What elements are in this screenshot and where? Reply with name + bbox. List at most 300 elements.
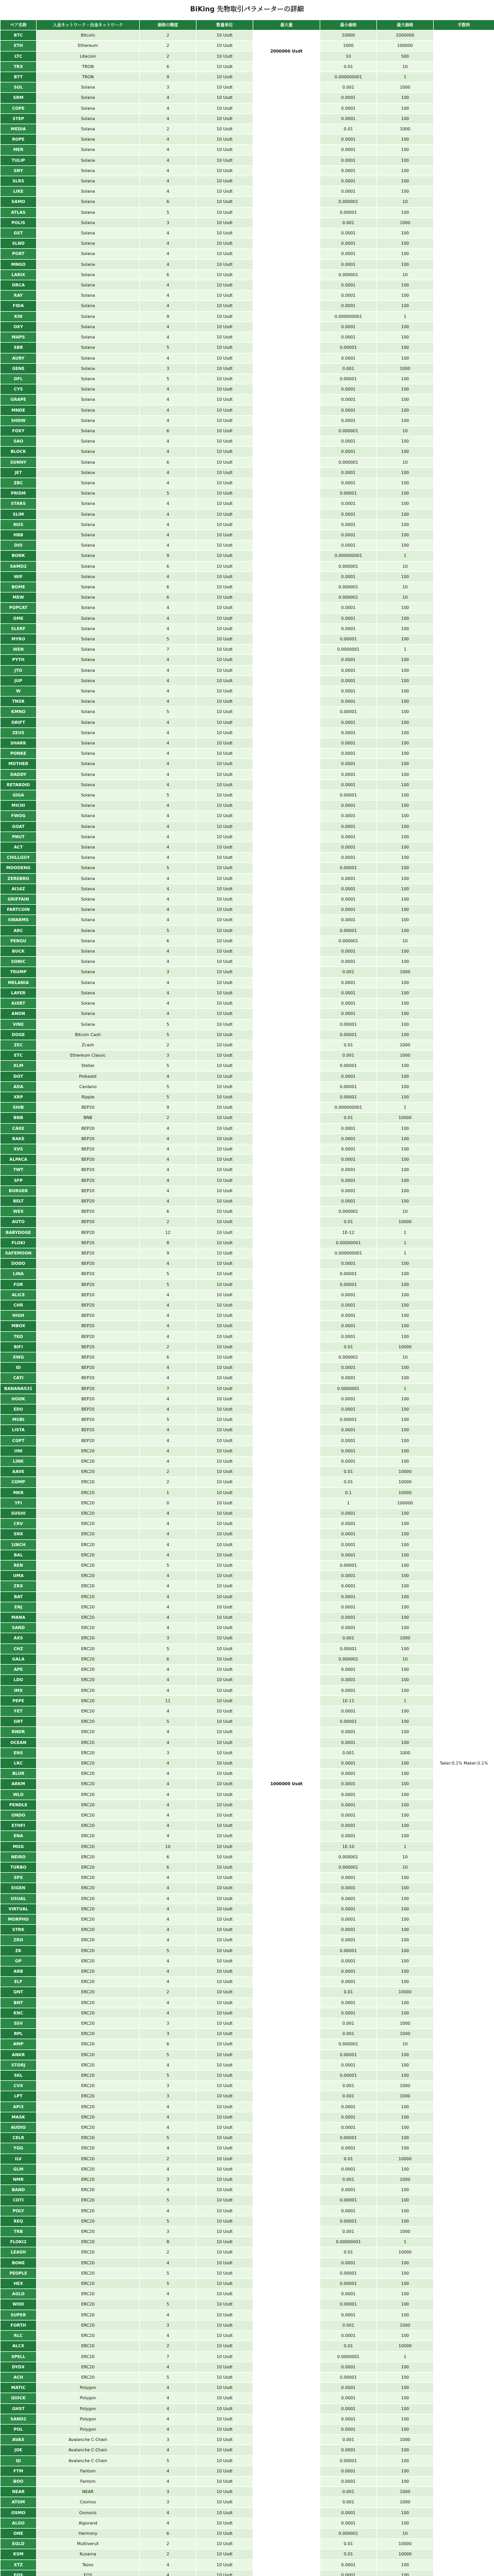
cell-max-price: 100 [377,2195,434,2206]
cell-min-price: 0.0001 [320,113,377,124]
table-row [1,1685,494,1696]
cell-pair: STORJ [1,2060,37,2070]
cell-price-precision: 4 [140,1509,196,1519]
cell-network: ERC20 [37,2039,140,2049]
cell-pair: NEIRO [1,1852,37,1862]
cell-max-price: 100 [377,2008,434,2018]
cell-min-price: 0.0001 [320,2258,377,2268]
table-row [1,1571,494,1581]
cell-price-precision: 5 [140,2455,196,2466]
table-row [1,727,494,738]
cell-min-price: 1000 [320,41,377,51]
cell-network: Solana [37,228,140,239]
cell-quantity-unit: 10 Usdt [196,2435,253,2445]
cell-network: Bitcoin [37,30,140,41]
cell-quantity-unit: 10 Usdt [196,1571,253,1581]
cell-pair: ELF [1,1977,37,1987]
cell-min-price: 0.001 [320,82,377,93]
cell-min-price: 0.0001 [320,2123,377,2133]
table-row [1,1529,494,1539]
cell-network: ERC20 [37,1519,140,1529]
table-row [1,2341,494,2351]
cell-max-amount-group-1: 2000000 Usdt [253,30,320,72]
cell-network: Solana [37,291,140,301]
cell-network: ERC20 [37,1779,140,1789]
cell-min-price: 0.001 [320,2175,377,2185]
cell-pair: FIDA [1,301,37,311]
cell-min-price: 0.0001 [320,1373,377,1383]
cell-network: ERC20 [37,1810,140,1820]
cell-quantity-unit: 10 Usdt [196,217,253,228]
cell-min-price: 0.0001 [320,1821,377,1831]
cell-network: BEP20 [37,1123,140,1133]
cell-network: Cardano [37,1081,140,1092]
table-row [1,207,494,217]
cell-price-precision: 8 [140,1238,196,1248]
table-row [1,1092,494,1102]
cell-quantity-unit: 10 Usdt [196,1425,253,1435]
cell-max-price: 100 [377,509,434,519]
cell-pair: BAKE [1,1133,37,1144]
cell-max-price: 100 [377,2185,434,2195]
cell-quantity-unit: 10 Usdt [196,259,253,269]
cell-max-price: 100 [377,2164,434,2174]
cell-quantity-unit: 10 Usdt [196,1727,253,1737]
cell-quantity-unit: 10 Usdt [196,1009,253,1019]
cell-quantity-unit: 10 Usdt [196,977,253,988]
cell-pair: MBOX [1,1321,37,1331]
cell-network: Solana [37,447,140,457]
table-row [1,998,494,1009]
cell-price-precision: 5 [140,2299,196,2310]
cell-max-price: 100 [377,1945,434,1956]
table-row [1,1415,494,1425]
cell-quantity-unit: 10 Usdt [196,1779,253,1789]
table-row [1,165,494,176]
cell-network: Solana [37,894,140,905]
cell-network: ERC20 [37,1966,140,1976]
cell-price-precision: 7 [140,645,196,655]
cell-network: BEP20 [37,1165,140,1175]
cell-pair: LTC [1,51,37,61]
table-row [1,821,494,832]
cell-network: ERC20 [37,1498,140,1508]
cell-quantity-unit: 10 Usdt [196,1665,253,1675]
cell-network: Osmosis [37,2507,140,2518]
cell-quantity-unit: 10 Usdt [196,197,253,207]
cell-price-precision: 10 [140,1841,196,1852]
table-row [1,1185,494,1196]
cell-price-precision: 4 [140,915,196,925]
cell-min-price: 0.0001 [320,1602,377,1612]
table-row [1,665,494,675]
cell-network: Ethereum Classic [37,1050,140,1061]
cell-quantity-unit: 10 Usdt [196,1623,253,1633]
cell-min-price: 0.00001 [320,1269,377,1279]
cell-pair: ETC [1,1050,37,1061]
cell-min-price: 0.01 [320,2247,377,2258]
table-row [1,1081,494,1092]
cell-min-price: 0.0001 [320,1831,377,1841]
cell-price-precision: 4 [140,1331,196,1342]
cell-price-precision: 4 [140,717,196,727]
cell-pair: QUICK [1,2393,37,2403]
cell-quantity-unit: 10 Usdt [196,2175,253,2185]
cell-max-price: 1000 [377,82,434,93]
cell-max-price: 100 [377,2362,434,2372]
table-row [1,1113,494,1123]
table-row [1,2362,494,2372]
table-row [1,2393,494,2403]
cell-pair: RPL [1,2029,37,2039]
cell-min-price: 0.00001 [320,1061,377,1071]
cell-pair: SPX [1,1873,37,1883]
cell-max-price: 100 [377,884,434,894]
cell-price-precision: 4 [140,623,196,634]
cell-max-price: 100 [377,915,434,925]
cell-max-price: 100 [377,1155,434,1165]
cell-quantity-unit: 10 Usdt [196,374,253,384]
cell-max-price: 100 [377,103,434,113]
cell-max-price: 100 [377,343,434,353]
cell-pair: ZBC [1,478,37,488]
cell-pair: SLIM [1,509,37,519]
table-row [1,72,494,82]
cell-max-price: 100 [377,2507,434,2518]
cell-quantity-unit: 10 Usdt [196,592,253,603]
cell-pair: YGG [1,2143,37,2154]
cell-min-price: 0.00001 [320,925,377,936]
cell-max-price: 100 [377,1810,434,1820]
cell-quantity-unit: 10 Usdt [196,1123,253,1133]
table-row [1,2487,494,2497]
cell-pair: JET [1,467,37,478]
cell-price-precision: 4 [140,603,196,613]
cell-quantity-unit: 10 Usdt [196,363,253,374]
cell-min-price: 0.000000001 [320,551,377,561]
header-price-precision: 価格の精度 [140,20,196,30]
table-row [1,1363,494,1373]
table-row [1,779,494,790]
cell-pair: PONKE [1,749,37,759]
table-row [1,1737,494,1748]
cell-network: Solana [37,936,140,946]
cell-pair: MANA [1,1613,37,1623]
cell-network: Solana [37,103,140,113]
cell-pair: EDU [1,1404,37,1415]
cell-network: ERC20 [37,1956,140,1966]
table-row [1,499,494,509]
cell-price-precision: 6 [140,1352,196,1363]
cell-quantity-unit: 10 Usdt [196,925,253,936]
cell-min-price: 0.0001 [320,1737,377,1748]
cell-quantity-unit: 10 Usdt [196,988,253,998]
cell-max-price: 1000 [377,1748,434,1758]
cell-price-precision: 6 [140,457,196,467]
cell-quantity-unit: 10 Usdt [196,2570,253,2576]
cell-quantity-unit: 10 Usdt [196,176,253,187]
cell-quantity-unit: 10 Usdt [196,134,253,145]
table-row [1,1675,494,1685]
cell-max-price: 100 [377,1363,434,1373]
cell-network: BEP20 [37,1227,140,1238]
table-row [1,321,494,332]
table-row [1,717,494,727]
cell-network: MultiversX [37,2539,140,2549]
cell-max-price: 100 [377,603,434,613]
cell-price-precision: 4 [140,2570,196,2576]
cell-network: ERC20 [37,2195,140,2206]
table-row [1,769,494,779]
cell-min-price: 0.0001 [320,2414,377,2424]
cell-max-price: 10000 [377,1217,434,1227]
cell-quantity-unit: 10 Usdt [196,1311,253,1321]
cell-network: Solana [37,603,140,613]
cell-network: Solana [37,988,140,998]
cell-min-price: 0.0001 [320,1144,377,1154]
cell-pair: MYRO [1,634,37,644]
cell-quantity-unit: 10 Usdt [196,1509,253,1519]
cell-min-price: 0.001 [320,2320,377,2330]
table-row [1,353,494,363]
table-row [1,1945,494,1956]
cell-price-precision: 4 [140,697,196,707]
cell-min-price: 0.000001 [320,1352,377,1363]
cell-pair: OSMO [1,2507,37,2518]
cell-network: ERC20 [37,2247,140,2258]
cell-price-precision: 4 [140,509,196,519]
cell-min-price: 0.0001 [320,1810,377,1820]
cell-network: Solana [37,239,140,249]
cell-pair: GRT [1,1717,37,1727]
cell-max-price: 100 [377,321,434,332]
cell-pair: MASK [1,2112,37,2122]
cell-pair: OXY [1,321,37,332]
table-row [1,1300,494,1310]
cell-min-price: 0.0001 [320,1123,377,1133]
cell-max-price: 10 [377,2039,434,2049]
cell-price-precision: 4 [140,738,196,749]
cell-price-precision: 5 [140,2195,196,2206]
cell-pair: ENA [1,1831,37,1841]
cell-max-price: 100 [377,1883,434,1893]
cell-network: Solana [37,343,140,353]
cell-network: Solana [37,1009,140,1019]
cell-network: Cosmos [37,2497,140,2507]
cell-pair: AXS [1,1633,37,1643]
cell-price-precision: 4 [140,894,196,905]
cell-price-precision: 4 [140,1966,196,1976]
cell-network: ERC20 [37,2060,140,2070]
cell-quantity-unit: 10 Usdt [196,801,253,811]
cell-max-price: 100 [377,1144,434,1154]
table-row [1,1227,494,1238]
cell-pair: BONK [1,551,37,561]
cell-quantity-unit: 10 Usdt [196,1758,253,1768]
cell-max-price: 100 [377,2112,434,2122]
cell-quantity-unit: 10 Usdt [196,2258,253,2268]
cell-pair: PNUT [1,832,37,842]
cell-quantity-unit: 10 Usdt [196,894,253,905]
cell-network: Solana [37,634,140,644]
cell-price-precision: 4 [140,155,196,165]
cell-network: TRON [37,72,140,82]
cell-pair: SNY [1,165,37,176]
cell-quantity-unit: 10 Usdt [196,2081,253,2091]
cell-min-price: 0.0001 [320,2060,377,2070]
cell-network: Solana [37,759,140,769]
cell-price-precision: 4 [140,1904,196,1914]
cell-min-price: 0.0001 [320,1779,377,1789]
cell-quantity-unit: 10 Usdt [196,1841,253,1852]
cell-pair: GIGA [1,790,37,801]
cell-max-price: 100 [377,759,434,769]
cell-price-precision: 3 [140,1633,196,1643]
cell-network: ERC20 [37,1945,140,1956]
cell-min-price: 0.00000001 [320,2237,377,2247]
cell-quantity-unit: 10 Usdt [196,1831,253,1841]
cell-network: Stellar [37,1061,140,1071]
cell-min-price: 0.0001 [320,1925,377,1935]
cell-max-price: 100 [377,249,434,259]
cell-min-price: 1E-10 [320,1841,377,1852]
cell-price-precision: 4 [140,769,196,779]
cell-quantity-unit: 10 Usdt [196,30,253,41]
cell-network: Solana [37,977,140,988]
cell-quantity-unit: 10 Usdt [196,1550,253,1560]
cell-pair: TRX [1,61,37,72]
cell-min-price: 0.0001 [320,727,377,738]
cell-pair: REN [1,1561,37,1571]
cell-price-precision: 8 [140,2237,196,2247]
cell-pair: FTM [1,2466,37,2476]
cell-max-price: 100 [377,395,434,405]
table-row [1,946,494,957]
cell-network: Solana [37,915,140,925]
cell-network: ERC20 [37,1685,140,1696]
cell-pair: SRM [1,93,37,103]
cell-price-precision: 4 [140,2393,196,2403]
cell-pair: BAND [1,2185,37,2195]
table-row [1,384,494,395]
cell-pair: ALGO [1,2518,37,2528]
cell-price-precision: 6 [140,1852,196,1862]
cell-max-price: 1000 [377,1633,434,1643]
cell-max-price: 100 [377,134,434,145]
table-row [1,571,494,582]
cell-network: Solana [37,842,140,853]
cell-max-price: 100 [377,769,434,779]
cell-min-price: 0.01 [320,1467,377,1477]
cell-network: BEP20 [37,1352,140,1363]
cell-quantity-unit: 10 Usdt [196,1935,253,1945]
cell-quantity-unit: 10 Usdt [196,1259,253,1269]
cell-price-precision: 3 [140,2029,196,2039]
cell-pair: SHARK [1,738,37,749]
cell-network: BEP20 [37,1279,140,1290]
cell-network: ERC20 [37,1862,140,1872]
cell-quantity-unit: 10 Usdt [196,2424,253,2434]
cell-quantity-unit: 10 Usdt [196,291,253,301]
cell-network: BEP20 [37,1383,140,1394]
table-row [1,1925,494,1935]
cell-network: ERC20 [37,2227,140,2237]
cell-min-price: 0.0001 [320,2424,377,2434]
cell-min-price: 0.0001 [320,436,377,447]
cell-min-price: 0.0001 [320,1446,377,1456]
cell-min-price: 0.0001 [320,1623,377,1633]
table-row [1,623,494,634]
cell-quantity-unit: 10 Usdt [196,2154,253,2164]
table-row [1,1748,494,1758]
cell-quantity-unit: 10 Usdt [196,2476,253,2486]
cell-min-price: 0.0001 [320,1893,377,1904]
cell-quantity-unit: 10 Usdt [196,1467,253,1477]
cell-max-price: 10 [377,561,434,571]
cell-pair: COPE [1,103,37,113]
cell-max-price: 1 [377,1103,434,1113]
cell-min-price: 0.000001 [320,936,377,946]
table-row [1,1831,494,1841]
table-row [1,457,494,467]
cell-min-price: 0.0001 [320,801,377,811]
cell-network: Solana [37,353,140,363]
cell-max-price: 100 [377,623,434,634]
table-row [1,1591,494,1602]
cell-max-price: 100 [377,707,434,717]
table-row [1,291,494,301]
cell-max-price: 100 [377,1123,434,1133]
cell-quantity-unit: 10 Usdt [196,936,253,946]
cell-price-precision: 3 [140,1748,196,1758]
cell-price-precision: 4 [140,686,196,697]
cell-price-precision: 4 [140,2331,196,2341]
cell-network: Bitcoin Cash [37,1029,140,1040]
cell-network: Solana [37,697,140,707]
cell-price-precision: 6 [140,269,196,280]
cell-price-precision: 4 [140,395,196,405]
cell-max-price: 100 [377,436,434,447]
cell-network: Polygon [37,2393,140,2403]
cell-quantity-unit: 10 Usdt [196,1071,253,1081]
cell-price-precision: 3 [140,82,196,93]
cell-pair: SHIB [1,1103,37,1113]
cell-price-precision: 4 [140,2403,196,2414]
cell-pair: FLOKI2 [1,2237,37,2247]
cell-max-price: 100 [377,1966,434,1976]
cell-pair: SSV [1,2019,37,2029]
cell-network: Fantom [37,2466,140,2476]
cell-max-price: 10 [377,61,434,72]
cell-quantity-unit: 10 Usdt [196,1498,253,1508]
cell-price-precision: 3 [140,2497,196,2507]
cell-network: ERC20 [37,1914,140,1924]
cell-network: ERC20 [37,1591,140,1602]
cell-max-price: 100 [377,499,434,509]
cell-pair: DODO [1,1259,37,1269]
cell-network: Solana [37,645,140,655]
table-row [1,1352,494,1363]
cell-network: ERC20 [37,1997,140,2008]
cell-pair: MUBI [1,1415,37,1425]
cell-quantity-unit: 10 Usdt [196,2528,253,2538]
cell-quantity-unit: 10 Usdt [196,915,253,925]
cell-price-precision: 6 [140,2528,196,2538]
cell-network: BEP20 [37,1144,140,1154]
cell-quantity-unit: 10 Usdt [196,1092,253,1102]
cell-price-precision: 4 [140,1685,196,1696]
table-row [1,2029,494,2039]
